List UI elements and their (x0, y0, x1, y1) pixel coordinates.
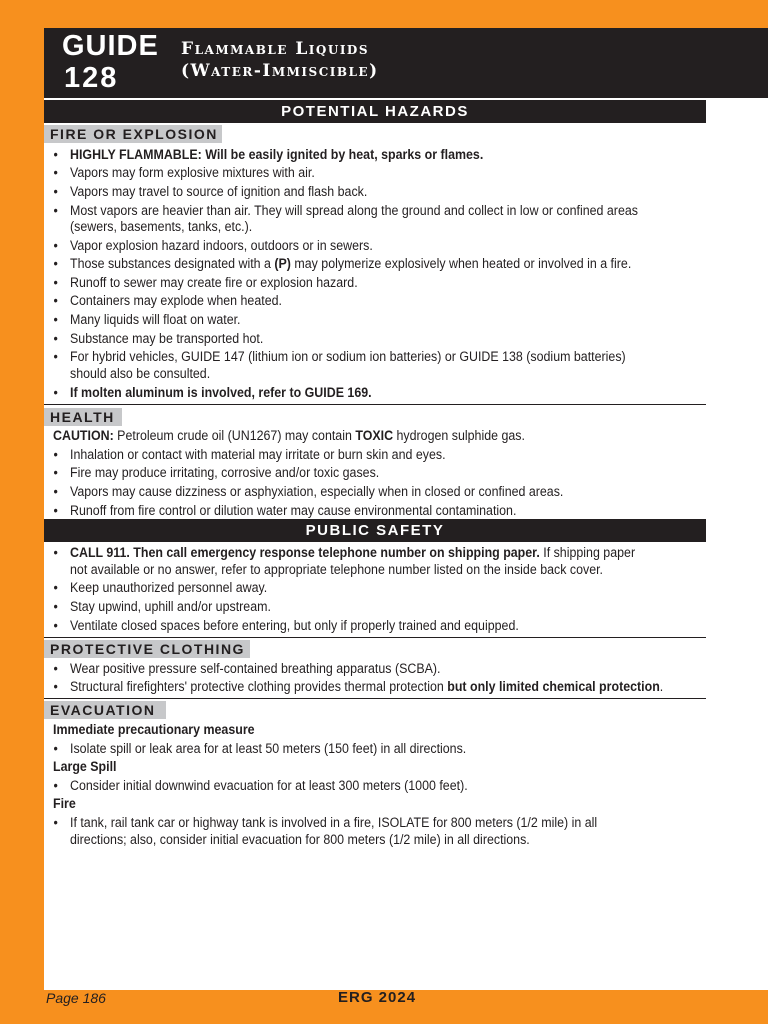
divider (44, 637, 706, 638)
fire-item-2: • Vapors may form explosive mixtures with air. (53, 165, 315, 180)
section-potential-hazards: POTENTIAL HAZARDS (44, 100, 706, 123)
fire-item-6: • Those substances designated with a (P) may polymerize explosively when heated or involved in a fire. (53, 256, 632, 271)
subsection-health: HEALTH (44, 408, 122, 426)
safety-item-2: • Keep unauthorized personnel away. (53, 580, 268, 595)
subsection-protective-clothing: PROTECTIVE CLOTHING (44, 640, 250, 658)
evacuation-heading-fire: Fire (53, 796, 76, 811)
health-item-3: • Vapors may cause dizziness or asphyxiation, especially when in closed or confined areas. (53, 484, 564, 499)
fire-item-12: • If molten aluminum is involved, refer to GUIDE 169. (53, 385, 372, 400)
fire-item-11-cont: should also be consulted. (70, 366, 211, 381)
guide-number: 128 (64, 62, 119, 94)
clothing-item-2: • Structural firefighters' protective clothing provides thermal protection but only limited chemical protection. (53, 679, 664, 694)
fire-item-5: • Vapor explosion hazard indoors, outdoors or in sewers. (53, 238, 373, 253)
evacuation-item-3: • If tank, rail tank car or highway tank is involved in a fire, ISOLATE for 800 meters (1/2 mile) in all (53, 815, 598, 830)
edition-label: ERG 2024 (338, 989, 417, 1006)
safety-item-1: • CALL 911. Then call emergency response telephone number on shipping paper. If shipping paper (53, 545, 636, 560)
evacuation-heading-large-spill: Large Spill (53, 759, 117, 774)
guide-page (44, 28, 768, 990)
subsection-fire-or-explosion: FIRE OR EXPLOSION (44, 125, 222, 143)
top-orange-band (0, 0, 768, 28)
safety-item-1-cont: not available or no answer, refer to appropriate telephone number listed on the inside back cover. (70, 562, 604, 577)
fire-item-8: • Containers may explode when heated. (53, 293, 282, 308)
guide-title-line2: (Water-Immiscible) (181, 61, 379, 81)
divider (44, 698, 706, 699)
health-item-1: • Inhalation or contact with material may irritate or burn skin and eyes. (53, 447, 446, 462)
health-item-4: • Runoff from fire control or dilution water may cause environmental contamination. (53, 503, 517, 518)
guide-title-line1: Flammable Liquids (181, 39, 370, 59)
evacuation-item-1: • Isolate spill or leak area for at least 50 meters (150 feet) in all directions. (53, 741, 467, 756)
safety-item-3: • Stay upwind, uphill and/or upstream. (53, 599, 271, 614)
fire-item-7: • Runoff to sewer may create fire or explosion hazard. (53, 275, 358, 290)
evacuation-heading-immediate: Immediate precautionary measure (53, 722, 255, 737)
guide-header (44, 28, 768, 98)
evacuation-item-2: • Consider initial downwind evacuation for at least 300 meters (1000 feet). (53, 778, 468, 793)
evacuation-item-3-cont: directions; also, consider initial evacuation for 800 meters (1/2 mile) in all directions. (70, 832, 530, 847)
health-item-2: • Fire may produce irritating, corrosive and/or toxic gases. (53, 465, 380, 480)
divider (44, 404, 706, 405)
page-number: Page 186 (46, 990, 106, 1006)
fire-item-11: • For hybrid vehicles, GUIDE 147 (lithium ion or sodium ion batteries) or GUIDE 138 (sodium batteries) (53, 349, 626, 364)
fire-item-9: • Many liquids will float on water. (53, 312, 241, 327)
fire-item-3: • Vapors may travel to source of ignition and flash back. (53, 184, 368, 199)
subsection-evacuation: EVACUATION (44, 701, 166, 719)
safety-item-4: • Ventilate closed spaces before entering, but only if properly trained and equipped. (53, 618, 519, 633)
fire-item-10: • Substance may be transported hot. (53, 331, 264, 346)
fire-item-4: • Most vapors are heavier than air. They will spread along the ground and collect in low or confined areas (53, 203, 638, 218)
fire-item-1: • HIGHLY FLAMMABLE: Will be easily ignited by heat, sparks or flames. (53, 147, 484, 162)
fire-item-4-cont: (sewers, basements, tanks, etc.). (70, 219, 253, 234)
health-caution: CAUTION: Petroleum crude oil (UN1267) may contain TOXIC hydrogen sulphide gas. (53, 428, 525, 443)
section-public-safety: PUBLIC SAFETY (44, 519, 706, 542)
clothing-item-1: • Wear positive pressure self-contained breathing apparatus (SCBA). (53, 661, 441, 676)
guide-label: GUIDE (62, 30, 159, 62)
